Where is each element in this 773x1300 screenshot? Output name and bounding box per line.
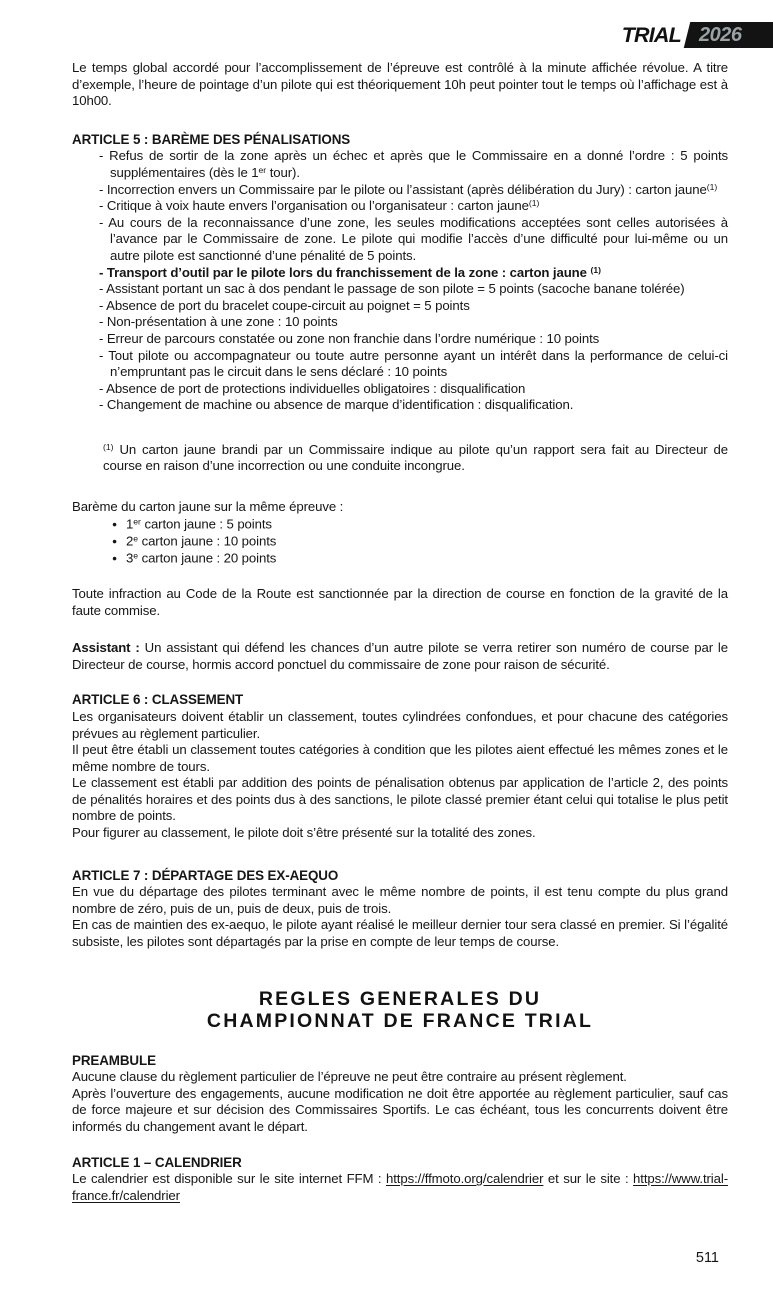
bullet-item-1er-carton: [112, 516, 728, 533]
article6-paragraph: Le classement est établi par addition des points de pénalisation obtenus par application de l’article 2, des points de pénalités horaires et des points dus à des sanctions, le pilote classé premier étant celui qui totalise le plus petit nombre de points.: [72, 775, 728, 824]
bullet-icon: ●: [112, 552, 118, 563]
footnote-marker: (1): [528, 198, 540, 209]
article7-title: ARTICLE 7 : DÉPARTAGE DES EX-AEQUO: [72, 867, 339, 883]
penalty-text: tour).: [266, 164, 300, 180]
penalty-item-sac-a-dos: - Assistant portant un sac à dos pendant le passage de son pilote = 5 points (sacoche banane tolérée): [99, 281, 685, 297]
assistant-paragraph: [72, 640, 728, 673]
footnote-marker: (1): [590, 264, 601, 275]
penalty-item-protections: - Absence de port de protections individuelles obligatoires : disqualification: [99, 380, 526, 396]
penalty-item-erreur-parcours: - Erreur de parcours constatée ou zone non franchie dans l’ordre numérique : 10 points: [99, 330, 600, 346]
bareme-intro: Barème du carton jaune sur la même épreuve :: [72, 499, 344, 515]
article6-paragraph: Il peut être établi un classement toutes catégories à condition que les pilotes aient effectué les mêmes zones et le même nombre de tours.: [72, 742, 728, 774]
article5-penalty-list: [99, 148, 728, 414]
penalty-item-critique: [99, 198, 728, 215]
footnote-marker: (1): [706, 181, 718, 192]
assistant-text: Un assistant qui défend les chances d’un autre pilote se verra retirer son numéro de course par le Directeur de course, hormis accord ponctuel du commissaire de zone pour raison de sécurité.: [72, 640, 728, 672]
bullet-item-2e-carton: [112, 533, 728, 550]
penalty-text: - Critique à voix haute envers l’organisation ou l’organisateur : carton jaune: [99, 198, 529, 214]
bullet-item-3e-carton: [112, 550, 728, 567]
penalty-text: - Transport d’outil par le pilote lors du franchissement de la zone : carton jaune: [99, 264, 591, 280]
code-route-paragraph: Toute infraction au Code de la Route est sanctionnée par la direction de course en fonction de la gravité de la faute commise.: [72, 585, 728, 618]
trial-logo-text: TRIAL: [621, 22, 681, 47]
penalty-item-bracelet: - Absence de port du bracelet coupe-circuit au poignet = 5 points: [99, 297, 470, 313]
footnote-carton-jaune: [103, 442, 728, 475]
penalty-item-non-presentation: - Non-présentation à une zone : 10 points: [99, 314, 338, 330]
calendar-mid-text: et sur le site :: [543, 1171, 634, 1187]
penalty-item-sens-declare: - Tout pilote ou accompagnateur ou toute autre personne ayant un intérêt dans la performance de celui-ci n’empruntant pas le circuit dans le sens déclaré : 10 points: [99, 347, 728, 380]
section-heading: [72, 988, 728, 1032]
bullet-text: 3: [126, 550, 134, 566]
assistant-label: Assistant :: [72, 640, 140, 656]
article6-paragraph: Les organisateurs doivent établir un classement, toutes cylindrées confondues, et pour chacune des catégories prévues au règlement particulier.: [72, 708, 728, 741]
preambule-paragraph: Aucune clause du règlement particulier de l’épreuve ne peut être contraire au présent règlement.: [72, 1069, 627, 1085]
link-ffmoto-calendrier[interactable]: https://ffmoto.org/calendrier: [385, 1171, 544, 1187]
bullet-icon: ●: [112, 518, 118, 529]
bullet-text: 2: [126, 533, 134, 549]
preambule-paragraph: Après l’ouverture des engagements, aucune modification ne doit être apportée au règlement particulier, sauf cas de force majeure et sur décision des Commissaires Sportifs. Le cas échéant, tous les concurrents doivent être informés du changement avant le départ.: [72, 1085, 728, 1134]
bullet-text: carton jaune : 10 points: [138, 533, 277, 549]
calendar-paragraph: [72, 1171, 728, 1204]
penalty-item-transport-outil: [99, 265, 728, 282]
penalty-item-incorrection: [99, 182, 728, 199]
section-heading-line1: REGLES GENERALES DU: [258, 987, 542, 1010]
preambule-title: PREAMBULE: [72, 1052, 156, 1068]
page-content: [72, 0, 728, 1204]
penalty-item-refus: [99, 148, 728, 181]
page-number: 511: [695, 1250, 719, 1267]
penalty-text: - Incorrection envers un Commissaire par le pilote ou l’assistant (après délibération du Jury) : carton jaune: [99, 181, 707, 197]
section-heading-line2: CHAMPIONNAT DE FRANCE TRIAL: [206, 1009, 594, 1032]
carton-jaune-bullet-list: [112, 516, 728, 567]
bullet-text: carton jaune : 20 points: [138, 550, 277, 566]
article7-paragraph: En cas de maintien des ex-aequo, le pilote ayant réalisé le meilleur dernier tour sera classé en premier. Si l’égalité subsiste, les pilotes sont départagés par la prise en compte de leur temps de course.: [72, 917, 728, 950]
bullet-icon: ●: [112, 535, 118, 546]
article7-paragraph: En vue du départage des pilotes terminant avec le même nombre de points, il est tenu compte du plus grand nombre de zéro, puis de un, puis de deux, puis de trois.: [72, 884, 728, 916]
trial-logo-year: 2026: [699, 23, 742, 46]
link-text: www.trial-france.fr/calendrier: [72, 1171, 728, 1203]
superscript: er: [258, 164, 267, 175]
article6-title: ARTICLE 6 : CLASSEMENT: [72, 692, 244, 708]
footnote-marker: (1): [103, 441, 114, 452]
footnote-text: Un carton jaune brandi par un Commissaire indique au pilote qu’un rapport sera fait au Directeur de course en raison d’une incorrection ou une conduite incongrue.: [103, 441, 728, 474]
penalty-text: - Refus de sortir de la zone après un échec et après que le Commissaire en a donné l’ordre : 5 points supplémentaires (dès le 1: [99, 148, 728, 180]
intro-paragraph: Le temps global accordé pour l’accomplissement de l’épreuve est contrôlé à la minute affichée révolue. A titre d’exemple, l’heure de pointage d’un pilote qui est théoriquement 10h peut pointer tout le temps où l’affichage est à 10h00.: [72, 60, 728, 109]
article5-title: ARTICLE 5 : BARÈME DES PÉNALISATIONS: [72, 131, 351, 147]
superscript: er: [133, 516, 141, 527]
penalty-item-reconnaissance: - Au cours de la reconnaissance d’une zone, les seules modifications acceptées sont celles autorisées à l’avance par le Commissaire de zone. Le pilote qui modifie l’accès d’une difficulté pour lui-même ou un autre pilote est sanctionné d’une pénalité de 5 points.: [99, 214, 728, 263]
calendar-lead-text: Le calendrier est disponible sur le site internet FFM :: [72, 1171, 386, 1187]
penalty-item-changement-machine: - Changement de machine ou absence de marque d’identification : disqualification.: [99, 397, 574, 413]
article6-paragraph: Pour figurer au classement, le pilote doit s’être présenté sur la totalité des zones.: [72, 825, 536, 841]
superscript: e: [133, 533, 139, 544]
bullet-text: carton jaune : 5 points: [140, 516, 272, 532]
article1-title: ARTICLE 1 – CALENDRIER: [72, 1154, 242, 1170]
link-text: https://: [633, 1171, 672, 1187]
bullet-text: 1: [126, 516, 134, 532]
superscript: e: [133, 550, 139, 561]
